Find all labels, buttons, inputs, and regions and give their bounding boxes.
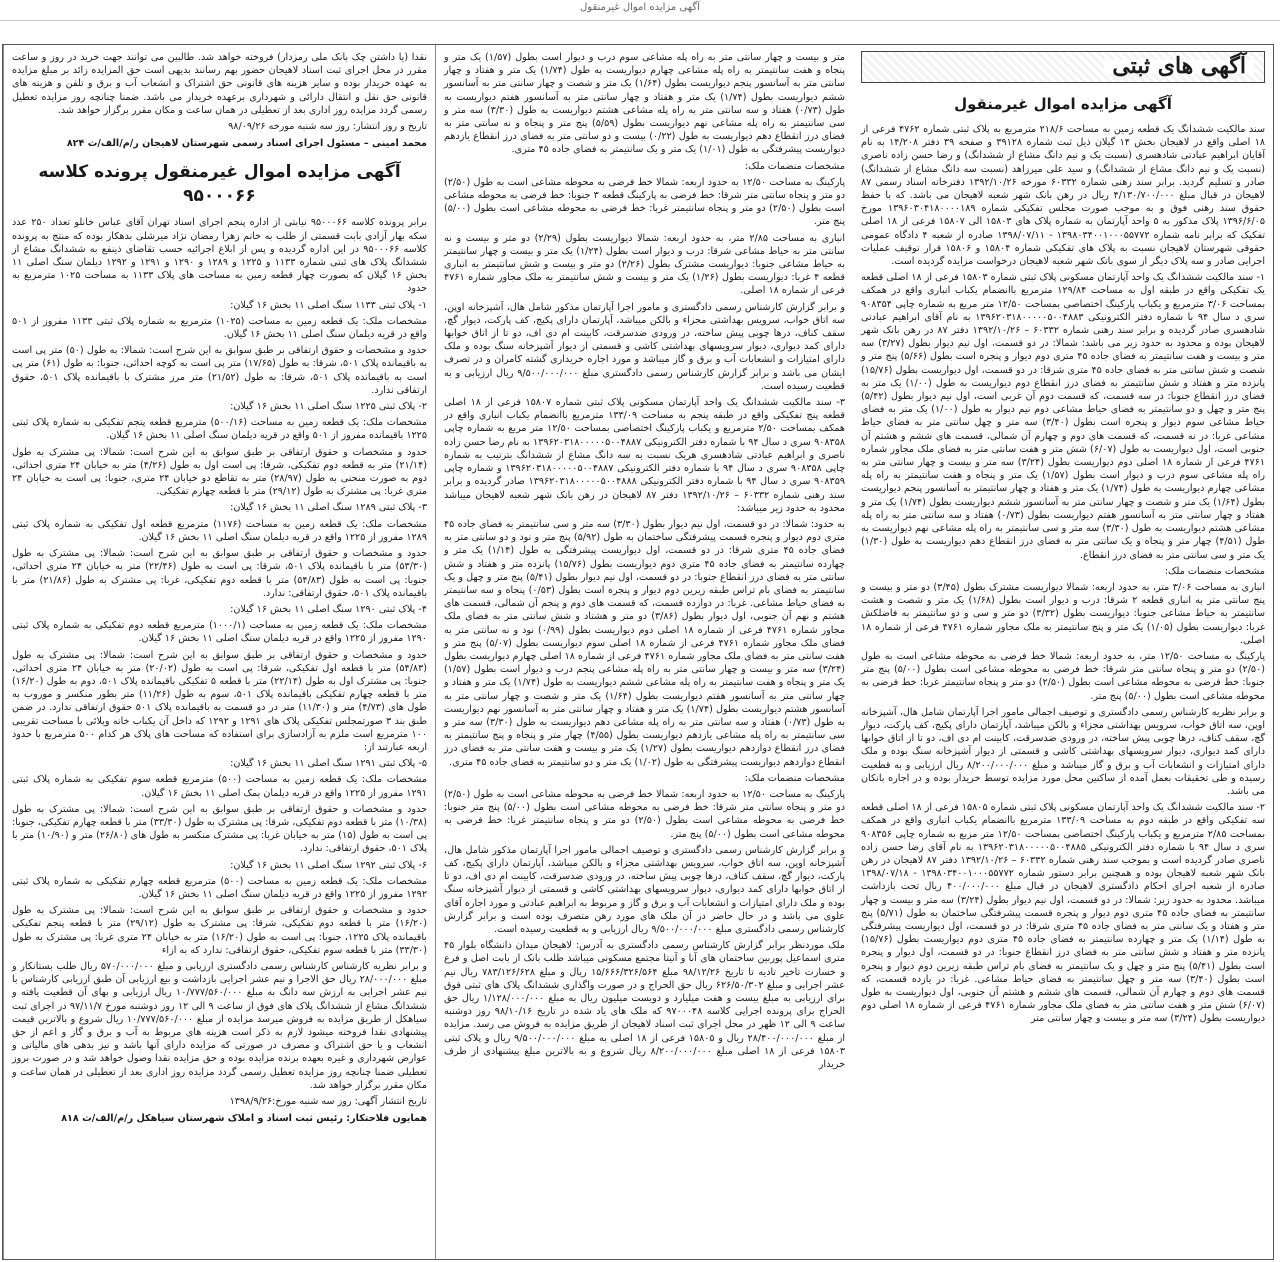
ad-paragraph: مشخصات ملک: یک قطعه زمین به مساحت (۱۱۷۶) مترمربع قطعه اول تفکیکی به شماره پلاک ثبتی ۱۲۸۹ مفروز از ۱۲۲۵ واقع در قریه دیلمان سنگ اصلی ۱۱ بخش ۱۶ گیلان. [12, 518, 427, 543]
ad-paragraph: مشخصات ملک: یک قطعه زمین به مساحت (۱۰۰۰/۱) مترمربع قطعه دوم تفکیکی به شماره پلاک ثبتی ۱۲۹۰ مفروز از ۱۲۲۵ واقع در قریه دیلمان سنگ اصلی ۱۱ بخش ۱۶ گیلان. [12, 620, 427, 645]
ad-paragraph: مشخصات ملک: یک قطعه زمین به مساحت (۱۰۲۵) مترمربع به شماره پلاک ثبتی ۱۱۳۳ مفروز از ۵۰۱ واقع در قریه دیلمان سنگ اصلی ۱۱ بخش ۱۶ گیلان. [12, 315, 428, 341]
ad-paragraph: ۳- پلاک ثبتی ۱۲۸۹ سنگ اصلی ۱۱ بخش ۱۶ گیلان: [230, 502, 427, 514]
ad-paragraph: انباری به مساحت ۲/۸۵ متر، به حدود اربعه: شمالا دیواریست بطول (۲/۲۹) دو متر و بیست و نه سانتی متر به حیاط مشاعی شرقا: درب و دیوار است بطول (۱/۲۴) یک متر و بیست و چهار سانتیمتر به حیاط مشاعی جنوبا: دیواریست مشترک بطول (۲/۲۶) دو متر و بیست و شش سانتیمتر به انباری قطعه ۴ غربا: دیواریست بطول (۱/۲۶) یک متر و بیست و شش سانتیمتر به ملک مجاور شماره ۴۷۶۱ فرعی از شماره ۱۸ اصلی. [444, 232, 846, 297]
ad-paragraph: و برابر گزارش کارشناس رسمی دادگستری و مامور اجرا آپارتمان مذکور شامل هال، آشپزخانه اوپن، سه اتاق خواب، سرویس بهداشتی مجزاء و بالکن میباشد، آپارتمان دارای پکیج، کف پارکت، دیوار گچ، سقف کناف، درها چوبی پیش ساخته، در ورودی ضدسرقت، کابینت ام دی اف، دو تا از اتاق خوابها دارای کمد دیواری، دیوار سرویسهای بهداشتی کاشی و قسمتی از دیوار آشپزخانه سنگ بوده و ملک دارای امتیازات و انشعابات آب و برق و گاز میباشد و مورد اجاره خریداری گشته کامران و در تصرف ایشان می باشد و برابر گزارش کارشناس رسمی دادگستری مبلغ ۹/۵۰۰/۰۰۰/۰۰۰ ریال ارزیابی و به قطعیت رسیده است. [444, 301, 845, 392]
page-header-strip: آگهی مزایده اموال غیرمنقول [0, 0, 1280, 21]
ad-paragraph: حدود و مشخصات و حقوق ارتفاقی بر طبق سوابق به این شرح است: شمالا: پی مشترک به طول (۵۳/۳۰) متر با باقیمانده پلاک ۵۰۱، شرقا: پی است به طول (۲۲/۴۶) متر به خیابان ۲۴ متری احداثی، جنوبا: پی است به طول (۵۴/۸۳) متر با قطعه دوم تفکیکی، غربا: پی مشترک به طول (۲۱/۸۶) متر با باقیمانده پلاک ۵۰۱، حقوق ارتفاقی: ندارد. [12, 548, 427, 599]
ad-paragraph: انباری به مساحت ۳/۰۶ متر، به حدود اربعه: شمالا دیواریست مشترک بطول (۳/۴۵) دو متر و بیست و پنج سانتی متر به انباری قطعه ۲ شرقا: درب و دیوار است بطول (۱/۶۸) یک متر و شصت و هشت سانتیمتر به حیاط مشاعی جنوبا: دیواریست بطول (۳/۳۲) دو متر و سی و دو سانتیمتر به فاضلکش غربا: دیواریست بطول (۱/۰۵) یک متر و پنج سانتیمتر به ملک مجاور شماره ۴۷۶۱ فرعی از شماره ۱۸ اصلی. [861, 581, 1265, 646]
ad-paragraph: حدود و مشخصات و حقوق ارتفاقی بر طبق سوابق به این شرح است: شمالا: پی مشترک به طول (۱۶/۲۰) متر با قطعه دوم تفکیکی، شرقا: پی مشترک به طول (۲۹/۱۲) متر با قطعه پنجم تفکیکی باقیمانده پلاک ۱۲۲۵، جنوبا: پی است به طول (۱۶/۲۰) متر به خیابان ۲۴ متری غربا: پی مشترک به طول (۳۳/۳۰) متر با قطعه سوم تفکیکی، حقوق ارتفاقی: ندارد که به ازاء [12, 905, 427, 956]
ad-paragraph: و برابر نظریه کارشناس رسمی دادگستری و توصیف اجمالی مامور اجرا آپارتمان شامل هال، آشپزخانه اوپن، سه اتاق خواب، سرویس بهداشتی مجزاء و بالکن میباشد، آپارتمان دارای پکیج، کف پارکت، دیوار گچ، سقف کناف، درها چوبی پیش ساخته، در ورودی ضدسرقت، کابینت ام دی اف، دو تا از اتاق خوابها دارای کمد دیواری، دیوار سرویسهای بهداشتی کاشی و قسمتی از دیوار آشپزخانه سنگ بوده و ملک دارای امتیازات و انشعابات آب و برق و گاز میباشد و مبلغ ۸/۲۰۰/۰۰۰/۰۰۰ ریال ارزیابی و به قطعیت رسیده و طی تحقیقات بعمل آمده از ساکنین محل مورد مزایده توسط خریدار بوده و در اجاره بانکان می باشد. [861, 706, 1266, 797]
ad-paragraph: ۴- پلاک ثبتی ۱۲۹۰ سنگ اصلی ۱۱ بخش ۱۶ گیلان: [230, 603, 427, 615]
ad-paragraph: ۵- پلاک ثبتی ۱۲۹۱ سنگ اصلی ۱۱ بخش ۱۶ گیلان: [230, 758, 427, 770]
column-1 [853, 45, 1273, 1259]
ad-paragraph: حدود و مشخصات و حقوق ارتفاقی بر طبق سوابق به این شرح است: شمالا: پی مشترک به طول (۵۴/۸۳) متر با قطعه اول تفکیکی، شرقا: پی است به طول (۲۰/۰۲) متر به خیابان ۲۴ متری احداثی، جنوبا: پی مشترک اول به طول (۲۲/۱۴) متر با قطعه ۵ تفکیکی باقیمانده پلاک ۵۰۱، دوم به طول (۱۶/۲۰) متر با قطعه چهارم تفکیکی باقیمانده پلاک ۵۰۱، سوم به طول (۱۱/۲۶) متر بطور منکسر و موروب به طول های (۴/۷۳) متر و (۱۱/۳۰) متر در دو قسمت به باقیمانده پلاک ۵۰۱ حقوق ارتفاقی ندارد. در ضمن طبق بند ۳ صورتمجلس تفکیکی پلاک های ۱۲۹۱ و ۱۲۹۲ که داخل آن یکباب خانه ویلائی با مساحت تقریبی ۱۰۰ مترمربع است ملزم به آزادسازی برای استفاده که مساحت های پلاک هر کدام ۵۰۰ مترمربع با حدود اربعه عبارتند از: [12, 649, 427, 753]
ad-paragraph: مشخصات منضمات ملک: [1164, 565, 1265, 577]
ad-paragraph: مشخصات ملک: یک قطعه زمین به مساحت (۵۰۰/۱۶) مترمربع قطعه پنجم تفکیکی به شماره پلاک ثبتی ۱۲۲۵ باقیمانده مفروز از ۵۰۱ واقع در قریه دیلمان سنگ اصلی ۱۱ بخش ۱۶ گیلان. [12, 417, 427, 442]
ad-paragraph: حدود و مشخصات و حقوق ارتفاقی بر طبق سوابق به این شرح است: شمالا: پی مشترک به طول (۱۰/۳۸) متر با قطعه دوم تفکیکی، شرقا: پی مشترک به طول (۳۳/۳۰) متر با قطعه چهارم تفکیکی، جنوبا: پی است به طول (۱۵) متر به خیابان غربا: پی مشترک منکسر به طول های (۲۶/۸۰) متر و (۱۰/۹۰) متر با پلاک ۵۰۱، حقوق ارتفاقی: ندارد. [12, 803, 427, 855]
section-banner-label: آگهی های ثبتی [1104, 60, 1254, 73]
ad-paragraph: سند مالکیت ششدانگ یک قطعه زمین به مساحت ۲۱۸/۶ مترمربع به پلاک ثبتی شماره ۴۷۶۲ فرعی از ۱۸ اصلی واقع در لاهیجان بخش ۱۴ گیلان ذیل ثبت شماره ۳۹۱۲۸ و صفحه ۳۹ دفتر ۱۴/۲۰۸ به نام آقایان ابراهیم عبادتی شادهسری (نسبت یک و نیم دانگ مشاع از ششدانگ) و رضا حسن زاده ناصری (نسبت یک و نیم دانگ مشاع از ششدانگ) و سید علی میرزاهد (نسبت سه دانگ مشاع از ششدانگ) صادر و تسلیم گردید. برابر سند رهنی شماره ۶۰۳۳۲ مورخه ۱۳۹۲/۱۰/۲۶ دفترخانه اسناد رسمی ۸۷ لاهیجان در قبال مبلغ ۴/۱۳۰/۷۰۰/۰۰۰ ریال در رهن بانک شهر شعبه لاهیجان می باشد. که با حفظ حقوق سند رهنی فوق و به موجب صورت مجلس تفکیکی شماره ۱۳۹۶۰۳۰۴۱۸۰۰۰۰۱۸۹ مورخ ۱۳۹۶/۶/۰۵ پلاک مذکور به ۵ واحد آپارتمان به شماره پلاک های ۱۵۸۰۳ الی ۱۵۸۰۷ فرعی از ۱۸ اصلی تفکیک که برابر نامه شماره ۱۳۹۸۰۳۴۰۰۱۰۰۰۵۵۷۷۲ - ۱۳۹۸/۰۷/۱۱ صادره از شعبه ۴ دادگاه عمومی حقوقی شهرستان لاهیجان نسبت به پلاک های تفکیکی شماره ۱۵۸۰۴ و ۱۵۸۰۶ قرار توقیف عملیات اجرایی صادر و سه پلاک دیگر از سوی بانک شهر شعبه لاهیجان درخواست مزایده گردیده است. [861, 124, 1266, 268]
ad-paragraph: ۱- سند مالکیت ششدانگ یک واحد آپارتمان مسکونی پلاک ثبتی شماره ۱۵۸۰۳ فرعی از ۱۸ اصلی قطعه یک تفکیکی واقع در طبقه اول به مساحت ۱۲۹/۸۴ مترمربع باانضمام یکباب انباری واقع در همکف بمساحت ۳/۰۶ مترمربع و یکباب پارکینگ اختصاصی بمساحت ۱۲/۵۰ متر مربع به شماره چاپی ۹۰۸۳۵۴ سری د سال ۹۴ با شماره دفتر الکترونیکی ۱۳۹۶۲۰۳۱۸۰۰۰۰۰۵۰۰۴۸۸۳ به نام آقای ابراهیم عبادتی شادهسری صادر گردیده و برابر سند رهنی شماره ۶۰۳۳۲ – ۱۳۹۲/۱۰/۲۶ دفتر ۸۷ در رهن بانک شهر لاهیجان بوده و محدود به حدود زیر می باشد: شمالا: در دو قسمت، اول نیم دیوار بطول (۳/۲۷) سه متر و بیست و هفت سانتیمتر به فضای جاده ۴۵ متری دوم دیوار و پنجره است بطول (۵/۶۶) پنج متر و شصت و شش سانتی متر به فضای جاده ۴۵ متری شرقا: در دو قسمت، اول دیواریست بطول (۱۵/۷۶) پانزده متر و هفتاد و شش سانتیمتر به فضای درز انقطاع دوم دیواریست به طول (۱/۰۰) یک متر به فضای درز انقطاع جنوبا: در سه قسمت، که قسمت دوم آن غربی است، اول نیم دیوار بطول (۵/۴۲) پنج متر و چهل و دو سانتیمتر به فضای حیاط مشاعی دوم نیم دیوار به طول (۱/۰۰) یک متر به فضای حیاط مشاعی سوم دیوار و پنجره است بطول (۳/۴۰) سه متر و چهل سانتی متر به فضای حیاط مشاعی غربا: در نه قسمت، که قسمت های دوم و چهارم آن شمالی، قسمت های ششم و هشتم آن جنوبی است، اول دیواریست به طول (۶/۰۷) شش متر و هفت سانتی متر به فضای ملک مجاور شماره ۴۷۶۱ فرعی از شماره ۱۸ اصلی دوم دیواریست بطول (۳/۲۴) سه متر و بیست و چهار سانتی متر به راه پله مشاعی سوم درب و دیوار است بطول (۱/۵۷) یک متر و پنجاه و هفت سانتیمتر به راه پله مشاعی چهارم دیواریست به طول (۱/۷۴) یک متر و هفتاد و چهار سانتیمتر به آسانسور پنجم دیواریست بطول (۱/۶۴) یک متر و شصت و چهار سانتی متر به آسانسور ششم دیواریست بطول (۱/۷۴) یک متر و هفتاد و چهار سانتی متر به آسانسور هفتم دیواریست بطول (۰/۷۳) هفتاد و سه سانتی متر به راه پله مشاعی هشتم دیواریست به طول (۳/۳۰) سه متر و سی سانتیمتر به راه پله مشاعی نهم دیواریست به طول (۴/۵۱) چهار متر و پنجاه و یک سانتی متر به فضای درز انقطاع دهم دیواریست به طول (۱/۳۰) یک متر و سی سانتی متر به فضای درز انقطاع. [861, 272, 1266, 561]
ad-title-2: آگهی مزایده اموال غیرمنقول پرونده کلاسه ۹۵۰۰۰۶۶ [38, 162, 401, 207]
ad-paragraph: به حدود: شمالا: در دو قسمت، اول نیم دیوار بطول (۳/۳۰) سه متر و سی سانتیمتر به فضای جاده ۴۵ متری دوم دیوار و پنجره قسمت پیشرفتگی ساختمان به طول (۵/۹۲) پنج متر و نود و دو سانتی متر به فضای جاده ۴۵ متری شرقا: در دو قسمت، اول دیواریست پیشرفتگی به طول (۱/۱۴) یک متر و چهارده سانتیمتر به فضای جاده ۴۵ متری دوم دیواریست بطول (۱۵/۷۶) پانزده متر و هفتاد و شش سانتی متر به فضای درز انقطاع جنوبا: در دو قسمت، اول نیم دیوار بطول (۵/۴۱) پنج متر و چهل و یک سانتیمتر به فضای بام تراس طبقه زیرین دوم دیوار و پنجره است بطول (۰/۵۳) پنجاه و سه سانتیمتر به فضای حیاط مشاعی. غربا: در دوازده قسمت، که قسمت های دوم و پنجم آن شمالی، قسمت های هشتم و نهم آن جنوبی، اول دیوار بطول (۳/۸۶) دو متر و هشتاد و شش سانتی متر به فضای ملک مجاور شماره ۴۷۶۱ فرعی از شماره ۱۸ اصلی دوم دیواریست بطول (۰/۹۹) نود و نه سانتی متر به فضای ملک مجاور شماره ۴۷۶۱ فرعی از شماره ۱۸ اصلی سوم دیواریست بطول (۵/۰۷) پنج متر و هفت سانتی متر به فضای ملک مجاور شماره ۴۷۶۱ فرعی از شماره ۱۸ اصلی چهارم دیواریست بطول (۳/۲۴) سه متر و بیست و چهار سانتی متر به راه پله مشاعی پنجم درب و دیوار است بطول (۱/۵۷) یک متر و پنجاه و هفت سانتیمتر به راه پله مشاعی ششم دیواریست به طول (۱/۷۴) یک متر و هفتاد و چهار سانتی متر به آسانسور هفتم دیواریست بطول (۱/۶۴) یک متر و شصت و چهار سانتی متر به آسانسور هشتم دیواریست بطول (۱/۷۴) یک متر و هفتاد و چهار سانتی متر به آسانسور نهم دیواریست به طول (۰/۷۳) هفتاد و سه سانتی متر به راه پله مشاعی دهم دیواریست به طول (۳/۳۰) سه متر و سی سانتیمتر به راه پله مشاعی یازدهم دیواریست بطول (۴/۵۵) چهار متر و پنجاه و پنج سانتیمتر به فضای درز انقطاع دوازدهم دیواریست بطول (۱/۲۷) یک متر و بیست و هفت سانتی متر به فضای درز انقطاع دوازدهم دیواریست پیشرفتگی به طول (۱/۰۲) یک متر و دو سانتیمتر به فضای جاده ۴۵ متری. [444, 518, 846, 768]
ad-paragraph: ۱- پلاک ثبتی ۱۱۳۳ سنگ اصلی ۱۱ بخش ۱۶ گیلان: [230, 299, 427, 311]
section-banner [861, 51, 1265, 83]
ad-paragraph: ملک موردنظر برابر گزارش کارشناس رسمی دادگستری به آدرس: لاهیجان میدان دانشگاه بلوار ۴۵ متری اسماعیل پوربین ساختمان های آنا و آنیتا مجتمع مسکونی میباشد طلب بانک از بابت اصل و فرع و خسارت تاخیر تادیه تا تاریخ ۹۸/۱۲/۲۶ مبلغ ۱۵/۶۶۶/۳۲۶/۵۶۴ ریال و مبلغ ۷۸۳/۱۲۶/۶۲۸ ریال نیم عشر اجرایی و مبلغ ۶۲۶/۵۰/۳۰۲ ریال حق الحراج و در صورت واگذاری ششدانگ پلاک های ثبتی فوق برای ارزیابی به مبلغ بیست و هفت میلیارد و دویست میلیون ریال به مبلغ ۱/۱۲۸/۰۰۰/۰۰۰ ریال حق الحراج برای پرونده اجرایی کلاسه ۹۷۰۰۰۴۸ که ملک های یاد شده در تاریخ ۹۸/۱۰/۱۶ روز دوشنبه ساعت ۹ الی ۱۲ ظهر در محل اجرای ثبت اسناد لاهیجان از طریق مزایده به فروش می رسد. مزایده از مبلغ ۲۸/۴۰۰/۰۰۰/۰۰۰ ریال و ۱۵۸۰۵ فرعی از ۱۸ اصلی به مبلغ ۹/۵۰۰/۰۰۰/۰۰۰ ریال و پلاک ثبتی ۱۵۸۰۳ فرعی از ۱۸ اصلی مبلغ ۸/۲۰۰/۰۰۰/۰۰۰ ریال شروع و به بالاترین مبلغ پیشنهادی از طرف خریدار [444, 940, 846, 1071]
ad-paragraph: مشخصات ملک: یک قطعه زمین به مساحت (۵۰۰) مترمربع قطعه سوم تفکیکی به شماره پلاک ثبتی ۱۲۹۱ مفروز از ۱۲۲۵ واقع در قریه دیلمان بمک اصلی ۱۱ بخش ۱۶ گیلان. [12, 774, 427, 799]
ad-paragraph: مشخصات منضمات ملک: [744, 772, 845, 784]
ad-title-1: آگهی مزایده اموال غیرمنقول [954, 95, 1172, 113]
signature: همایون فلاحتکار: رئیس ثبت اسناد و املاک شهرستان سیاهکل ر/م/الف/ث ۸۱۸ [61, 1113, 427, 1125]
ad-paragraph: پارکینگ به مساحت ۱۲/۵۰ به حدود اربعه: شمالا خط فرضی به محوطه مشاعی است به طول (۲/۵۰) دو متر و پنجاه سانتی متر شرقا: خط فرضی به محوطه مشاعی است بطول (۵/۰۰) پنج متر جنوبا: خط فرضی به محوطه مشاعی است بطول (۲/۵۰) دو متر و پنجاه سانتیمتر غربا: خط فرضی به محوطه مشاعی است بطول (۵/۰۰) پنج متر. [444, 788, 845, 840]
ads-frame [2, 44, 1274, 1260]
publish-date: تاریخ انتشار آگهی: روز سه شنبه مورخ:۱۳۹۸/۹/۲۶ [229, 1096, 427, 1108]
ad-paragraph: و برابر نظریه کارشناس کارشناس رسمی دادگستری ارزیابی و مبلغ ۵۷۰/۰۰۰/۰۰۰ ریال طلب بستانکار و مبلغ ۲۸/۰۰۰/۰۰۰ ریال حق الاجرا و نیم عشر اجرایی بازداشت و بیع ارزیابی آن طبق ارزیابی کارشناس با نیم عشر اجرایی به ارزش سه دانگ به مبلغ ۱۰/۷۷۷/۵۶۰/۰۰۰ ریال ارزیابی و بهای آن قطعیت یافته و ششدانگ مشاع از ششدانگ پلاک های فوق از ساعت ۹ الی ۱۲ روز دوشنبه مورخ ۹۷/۱۱/۷ در اجرای ثبت سیاهکل از طریق مزایده به فروش میرسد مزایده از مبلغ ۱۰/۷۷۷/۵۶۰/۰۰۰ ریال شروع و بالاترین قیمت پیشنهادی نقدا فروخته میشود لازم به ذکر است هزینه های مربوط به آب و برق و گاز و اعم از حق انشعاب و یا حق اشتراک و مصرف در صورتی که مزایده دارای آنها باشد و نیز بدهی های مالیاتی و عوارض شهرداری و غیره بعهده برنده مزایده بوده و حق مزایده نقدا وصول خواهد شد و در صورت بروز تعطیلی ضمنا چنانچه روز مزایده تعطیل رسمی گردد مزایده روز اداری بعد از تعطیلی در همان ساعت و مکان مقرر برگزار خواهد شد. [12, 960, 428, 1091]
ad-paragraph: برابر پرونده کلاسه ۹۵۰۰۰۶۶ نیابتی از اداره پنجم اجرای اسناد تهران آقای عباس خانلو تعداد ۲۵۰ عدد سکه بهار آزادی بابت قسمتی از طلب به خانم زهرا رمضان نژاد میرشلی بدهکار بوده که منتج به پرونده کلاسه ۹۵۰۰۰۶۶ در این اداره گردیده و پس از ابلاغ اجرائیه حسب تقاضای ذینفع به ششدانگ مشاع از ششدانگ پلاک های ثبتی شماره ۱۱۳۳ و ۱۲۲۵ و ۱۲۸۹ و ۱۲۹۰ و ۱۲۹۱ و ۱۲۹۲ دیلمان سنگ اصلی ۱۱ بخش ۱۶ گیلان که بصورت چهار قطعه زمین به مساحت های پلاک ۱۱۳۳ به مساحت ۱۰۲۵ مترمربع به حدود [12, 217, 428, 295]
ad-paragraph: مشخصات ملک: یک قطعه زمین به مساحت (۵۰۰) مترمربع قطعه چهارم تفکیکی به شماره پلاک ثبتی ۱۲۹۲ مفروز از ۱۲۲۵ واقع در قریه دیلمان سنگ اصلی ۱۱ بخش ۱۶ گیلان. [12, 875, 427, 900]
ad-paragraph: نقدا (یا داشتن چک بانک ملی رمزدار) فروخته خواهد شد. طالبین می توانند جهت خرید در روز و ساعت مقرر در محل اجرای ثبت اسناد لاهیجان حضور بهم رسانند بدیهی است حق المزایده زائد بر مبلغ مزایده به عهده خریدار بوده و سایر هزینه های قانونی حق اشتراک و انشعاب آب و برق و تلفن و هزینه های قانونی حق نقل و انتقال دارائی و شهرداری برعهده خریدار می باشد. ضمنا چنانچه روز مزایده تعطیل رسمی گردد مزایده روز اداری بعد از تعطیلی در همان ساعت و مکان مقرر برگزار خواهد شد. [12, 52, 427, 116]
ad-paragraph: ۳- سند مالکیت ششدانگ یک واحد آپارتمان مسکونی پلاک ثبتی شماره ۱۵۸۰۷ فرعی از ۱۸ اصلی قطعه پنج تفکیکی واقع در طبقه پنجم به مساحت ۱۳۳/۰۹ مترمربع باانضمام یکباب انباری واقع در همکف بمساحت ۲/۵۰ مترمربع و یکباب پارکینگ اختصاصی بمساحت ۱۲/۵۰ متر مربع به شماره چاپی ۹۰۸۳۵۸ سری د سال ۹۴ با شماره دفتر الکترونیکی ۱۳۹۶۲۰۳۱۸۰۰۰۰۰۵۰۰۴۸۸۷ به نام رضا حسن زاده ناصری و ابراهیم عبادتی شادهسری هریک نسبت به سه دانگ مشاع از ششدانگ بترتیب به شماره چاپی ۹۰۸۳۵۸ سری د سال ۹۴ با شماره دفتر الکترونیکی ۱۳۹۶۲۰۳۱۸۰۰۰۰۰۵۰۰۴۸۸۷ و شماره چاپی ۹۰۸۳۵۹ سری د سال ۹۴ با شماره دفتر الکترونیکی ۱۳۹۶۲۰۳۱۸۰۰۰۰۰۵۰۰۴۸۸۸ صادر گردیده و برابر سند رهنی شماره ۶۰۳۳۲ – ۱۳۹۲/۱۰/۲۶ دفتر ۸۷ لاهیجان در رهن بانک شهر شعبه لاهیجان میباشد محدود به حدود زیر میباشد: [444, 397, 846, 514]
ad-paragraph: متر و بیست و چهار سانتی متر به راه پله مشاعی سوم درب و دیوار است بطول (۱/۵۷) یک متر و پنجاه و هفت سانتیمتر به راه پله مشاعی چهارم دیواریست به طول (۱/۷۴) یک متر و هفتاد و چهار سانتی متر به آسانسور پنجم دیواریست بطول (۱/۶۴) یک متر و شصت و چهار سانتی متر به آسانسور ششم دیواریست بطول (۱/۷۴) یک متر و هفتاد و چهار سانتی متر به آسانسور هفتم دیواریست به طول (۰/۷۳) هفتاد و سه سانتی متر به راه پله مشاعی هشتم دیواریست به طول (۳/۳۰) سه متر و سی سانتیمتر به راه پله مشاعی نهم دیواریست بطول (۵/۵۹) پنج متر و پنجاه و نه سانتی متر به فضای درز انقطاع دهم دیواریست به طول (۰/۲۲) بیست و دو سانتی متر به فضای درز انقطاع یازدهم دیواریست پیشرفتگی به طول (۱/۰۱) یک متر و یک سانتیمتر به فضای جاده ۴۵ متری. [444, 52, 846, 156]
ad-paragraph: حدود و مشخصات و حقوق ارتفاقی بر طبق سوابق به این شرح است: شمالا: پی مشترک به طول (۲۱/۱۴) متر به قطعه دوم تفکیکی، شرقا: پی است اول به طول (۴/۲۶) متر به خیابان ۲۴ متری احداثی، دوم به صورت منحنی به طول (۲۸/۹۷) متر به تقاطع دو خیابان ۲۴ متری، جنوبا: پی است به خیابان ۲۴ متری غربا: پی مشترک به طول (۲۹/۱۲) متر با قطعه چهارم تفکیکی. [12, 446, 427, 498]
ad-paragraph: و برابر گزارش کارشناس رسمی دادگستری و توصیف اجمالی مامور اجرا آپارتمان مذکور شامل هال، آشپزخانه اوپن، سه اتاق خواب، سرویس بهداشتی مجزاء و بالکن میباشد، آپارتمان دارای پکیج، کف پارکت، دیوار گچ، سقف کناف، درها چوبی پیش ساخته، در ورودی ضدسرقت، کابینت ام دی اف، دو تا از اتاق خوابها دارای کمد دیواری، دیوار سرویسهای بهداشتی کاشی و قسمتی از دیوار آشپزخانه سنگ بوده و ملک دارای امتیازات و انشعابات آب و برق و گاز و مربوط به ابراهیم عبادتی و مورد اجاره آقای علوی می باشد و در حال حاضر در آن ملک های مورد رهن متصرف بوده است و برابر گزارش کارشناس رسمی دادگستری مبلغ ۹/۵۰۰/۰۰۰/۰۰۰ ریال ارزیابی و به قطعیت رسیده است. [444, 844, 845, 935]
ad-paragraph: ۲- سند مالکیت ششدانگ یک واحد آپارتمان مسکونی پلاک ثبتی شماره ۱۵۸۰۵ فرعی از ۱۸ اصلی قطعه سه تفکیکی واقع در طبقه دوم به مساحت ۱۳۳/۰۹ مترمربع باانضمام یکباب انباری واقع در همکف بمساحت ۲/۸۵ مترمربع و یکباب پارکینگ اختصاصی بمساحت ۱۲/۵۰ متر مربع به شماره چاپی ۹۰۸۳۵۶ سری د سال ۹۴ با شماره دفتر الکترونیکی ۱۳۹۶۲۰۳۱۸۰۰۰۰۰۵۰۰۴۸۸۵ به نام آقای رضا حسن زاده ناصری صادر گردیده است و بموجب سند رهنی شماره ۶۰۳۳۲ – ۱۳۹۲/۱۰/۲۶ دفتر ۸۷ لاهیجان در رهن بانک شهر شعبه لاهیجان بوده و همچنین برابر دستور شماره ۱۳۹۸۰۳۴۰۰۱۰۰۰۵۵۷۷۲ - ۱۳۹۸/۰۷/۱۸ صادره از شعبه اجرای احکام دادگستری لاهیجان در قبال مبلغ ۴۰۰/۰۰۰/۰۰۰ ریال تحت بازداشت میباشد. محدود به حدود زیر: شمالا: در دو قسمت، اول نیم دیوار بطول (۳/۲۴) سه متر و بیست و چهار سانتیمتر به فضای جاده ۴۵ متری دوم دیوار و پنجره قسمت پیشرفتگی ساختمان به طول (۵/۷۱) پنج متر و هفتاد و یک سانتی متر به فضای جاده ۴۵ متری شرقا: در دو قسمت، اول دیواریست پیشرفتگی به طول (۱/۱۴) یک متر و چهارده سانتیمتر به فضای جاده ۴۵ متری دوم دیواریست بطول (۱۵/۷۶) پانزده متر و هفتاد و شش سانتی متر به فضای درز انقطاع جنوبا: در دو قسمت، اول دیوار و پنجره است بطول (۵/۴۱) پنج متر و چهل و یک سانتیمتر به فضای بام تراس طبقه زیرین دوم دیوار و پنجره است بطول (۳/۴۰) سه متر و چهل سانتیمتر به فضای حیاط مشاعی. غربا: در یازده قسمت، که قسمت های دوم و چهارم آن شمالی، قسمت های ششم و هشتم آن جنوبی، اول دیواریست به طول (۶/۰۷) شش متر و هفت سانتی متر به فضای ملک مجاور شماره ۴۷۶۱ فرعی از شماره ۱۸ اصلی دوم دیواریست بطول (۳/۲۴) سه متر و بیست و چهار سانتی متر [861, 802, 1266, 1025]
ad-paragraph: مشخصات منضمات ملک: [744, 160, 845, 172]
ad-paragraph: پارکینگ به مساحت ۱۲/۵۰ متر، به حدود اربعه: شمالا خط فرضی به محوطه مشاعی است به طول (۲/۵۰) دو متر و پنجاه سانتی متر شرقا: خط فرضی به محوطه مشاعی است بطول (۵/۰۰) پنج متر جنوبا: خط فرضی به محوطه مشاعی است بطول (۲/۵۰) دو متر و پنجاه سانتیمتر غربا: خط فرضی به محوطه مشاعی است بطول (۵/۰۰) پنج متر. [861, 650, 1265, 702]
signature: محمد امینی – مسئول اجرای اسناد رسمی شهرستان لاهیجان ر/م/الف/ث ۸۲۴ [66, 138, 427, 150]
column-3 [3, 45, 435, 1259]
ad-paragraph: ۶- پلاک ثبتی ۱۲۹۲ سنگ اصلی ۱۱ بخش ۱۶ گیلان: [230, 859, 427, 871]
ad-paragraph: ۲- پلاک ثبتی ۱۲۲۵ سنگ اصلی ۱۱ بخش ۱۶ گیلان: [230, 401, 427, 413]
ad-paragraph: حدود و مشخصات و حقوق ارتفاقی بر طبق سوابق به این شرح است: شمالا: به طول (۵۰) متر پی است به باقیمانده پلاک ۵۰۱، شرقا: به طول (۱۷/۶۵) متر پی است به کوچه احداثی، جنوبا: به طول (۶۱) متر پی است به باقیمانده پلاک ۵۰۱، شرقا: به طول (۲۱/۵۲) متر مرز مشترک با باقیمانده پلاک ۵۰۱، حقوق ارتفاقی ندارد. [12, 345, 427, 396]
publish-date: تاریخ و روز انتشار: روز سه شنبه مورخه ۹۸/۰۹/۲۶ [228, 121, 427, 133]
column-2 [435, 45, 853, 1259]
ad-paragraph: پارکینگ به مساحت ۱۲/۵۰ به حدود اربعه: شمالا خط فرضی به محوطه مشاعی است به طول (۲/۵۰) دو متر و پنجاه سانتی متر شرقا: خط فرضی به پارکینگ قطعه ۳ جنوبا: خط فرضی به محوطه مشاعی است بطول (۲/۵۰) دو متر و پنجاه سانتیمتر غربا: خط فرضی به محوطه مشاعی است بطول (۵/۰۰) پنج متر. [444, 176, 845, 228]
